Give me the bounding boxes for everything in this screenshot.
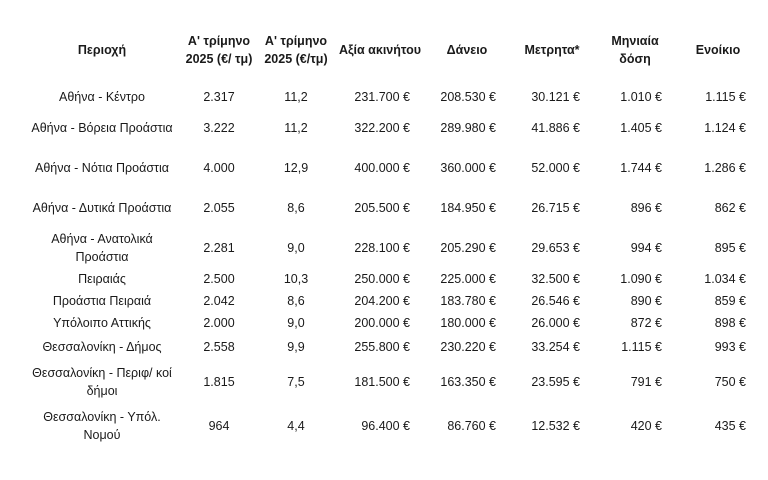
cell-region: Θεσσαλονίκη - Περιφ/ κοί δήμοι xyxy=(32,366,172,398)
header-cash: Μετρητα* xyxy=(524,43,580,57)
cell-loan: 205.290 € xyxy=(440,241,496,255)
cell-monthly: 420 € xyxy=(630,419,662,433)
table-row xyxy=(22,86,760,108)
cell-value: 200.000 € xyxy=(354,316,410,330)
table-row xyxy=(22,360,760,404)
cell-rent: 1.124 € xyxy=(704,121,746,135)
housing-cost-table xyxy=(22,14,760,448)
header-price-q1: Α' τρίμηνο 2025 (€/ τμ) xyxy=(185,34,253,66)
table-row xyxy=(22,108,760,148)
cell-price-q1: 964 xyxy=(208,419,230,433)
cell-value: 205.500 € xyxy=(354,201,410,215)
table-row xyxy=(22,188,760,228)
cell-loan: 289.980 € xyxy=(440,121,496,135)
cell-price-q1-b: 9,0 xyxy=(287,316,305,330)
cell-loan: 360.000 € xyxy=(440,161,496,175)
cell-rent: 859 € xyxy=(714,294,746,308)
cell-region: Θεσσαλονίκη - Υπόλ. Νομού xyxy=(43,410,161,442)
cell-price-q1-b: 11,2 xyxy=(284,90,308,104)
table-row xyxy=(22,312,760,334)
cell-region: Αθήνα - Βόρεια Προάστια xyxy=(31,121,173,135)
cell-value: 181.500 € xyxy=(354,375,410,389)
cell-monthly: 994 € xyxy=(630,241,662,255)
cell-price-q1: 4.000 xyxy=(203,161,235,175)
cell-price-q1-b: 9,9 xyxy=(287,340,305,354)
cell-region: Αθήνα - Δυτικά Προάστια xyxy=(32,201,172,215)
cell-monthly: 791 € xyxy=(630,375,662,389)
cell-cash: 26.715 € xyxy=(531,201,580,215)
cell-price-q1-b: 7,5 xyxy=(287,375,305,389)
table-row xyxy=(22,334,760,360)
cell-region: Αθήνα - Ανατολικά Προάστια xyxy=(51,232,153,264)
cell-price-q1: 2.042 xyxy=(203,294,235,308)
cell-region: Προάστια Πειραιά xyxy=(52,294,152,308)
cell-monthly: 1.115 € xyxy=(621,340,662,354)
cell-price-q1: 2.317 xyxy=(203,90,235,104)
cell-cash: 29.653 € xyxy=(531,241,580,255)
cell-region: Θεσσαλονίκη - Δήμος xyxy=(42,340,162,354)
cell-rent: 435 € xyxy=(714,419,746,433)
cell-cash: 41.886 € xyxy=(531,121,580,135)
cell-rent: 862 € xyxy=(714,201,746,215)
cell-price-q1: 2.281 xyxy=(203,241,235,255)
cell-price-q1: 2.000 xyxy=(203,316,235,330)
cell-value: 231.700 € xyxy=(354,90,410,104)
cell-price-q1: 2.055 xyxy=(203,201,235,215)
cell-cash: 32.500 € xyxy=(531,272,580,286)
cell-rent: 750 € xyxy=(714,375,746,389)
header-monthly-payment: Μηνιαία δόση xyxy=(611,34,659,66)
cell-cash: 12.532 € xyxy=(531,419,580,433)
cell-cash: 52.000 € xyxy=(531,161,580,175)
table-row xyxy=(22,268,760,290)
table-row xyxy=(22,148,760,188)
cell-price-q1-b: 8,6 xyxy=(287,201,305,215)
header-row xyxy=(22,14,760,86)
cell-loan: 183.780 € xyxy=(440,294,496,308)
cell-monthly: 1.744 € xyxy=(620,161,662,175)
cell-value: 228.100 € xyxy=(354,241,410,255)
cell-loan: 184.950 € xyxy=(440,201,496,215)
cell-region: Υπόλοιπο Αττικής xyxy=(53,316,151,330)
cell-loan: 86.760 € xyxy=(447,419,496,433)
cell-cash: 26.546 € xyxy=(531,294,580,308)
cell-value: 322.200 € xyxy=(354,121,410,135)
cell-loan: 208.530 € xyxy=(440,90,496,104)
cell-cash: 33.254 € xyxy=(531,340,580,354)
cell-rent: 895 € xyxy=(714,241,746,255)
cell-loan: 163.350 € xyxy=(440,375,496,389)
cell-price-q1-b: 4,4 xyxy=(287,419,305,433)
cell-price-q1: 3.222 xyxy=(203,121,235,135)
cell-price-q1-b: 8,6 xyxy=(287,294,305,308)
cell-rent: 1.115 € xyxy=(705,90,746,104)
header-price-q1-b: Α' τρίμηνο 2025 (€/τμ) xyxy=(264,34,328,66)
cell-price-q1-b: 9,0 xyxy=(287,241,305,255)
cell-loan: 180.000 € xyxy=(440,316,496,330)
header-property-value: Αξία ακινήτου xyxy=(338,43,422,57)
cell-monthly: 872 € xyxy=(630,316,662,330)
header-loan: Δάνειο xyxy=(446,43,488,57)
cell-price-q1: 2.500 xyxy=(203,272,235,286)
cell-rent: 1.286 € xyxy=(704,161,746,175)
cell-price-q1-b: 12,9 xyxy=(283,161,309,175)
table-row xyxy=(22,228,760,268)
cell-monthly: 1.090 € xyxy=(620,272,662,286)
cell-price-q1: 2.558 xyxy=(203,340,235,354)
cell-region: Αθήνα - Νότια Προάστια xyxy=(34,161,169,175)
cell-price-q1-b: 10,3 xyxy=(283,272,309,286)
header-rent: Ενοίκιο xyxy=(695,43,741,57)
cell-rent: 898 € xyxy=(714,316,746,330)
cell-cash: 23.595 € xyxy=(531,375,580,389)
cell-value: 255.800 € xyxy=(354,340,410,354)
cell-loan: 225.000 € xyxy=(440,272,496,286)
cell-monthly: 890 € xyxy=(630,294,662,308)
cell-cash: 26.000 € xyxy=(531,316,580,330)
cell-price-q1: 1.815 xyxy=(203,375,235,389)
table-row xyxy=(22,404,760,448)
cell-region: Πειραιάς xyxy=(78,272,126,286)
header-region: Περιοχή xyxy=(77,43,127,57)
cell-value: 96.400 € xyxy=(361,419,410,433)
cell-rent: 993 € xyxy=(714,340,746,354)
cell-value: 400.000 € xyxy=(354,161,410,175)
cell-loan: 230.220 € xyxy=(440,340,496,354)
cell-rent: 1.034 € xyxy=(704,272,746,286)
cell-monthly: 896 € xyxy=(630,201,662,215)
cell-cash: 30.121 € xyxy=(531,90,580,104)
table-row xyxy=(22,290,760,312)
cell-price-q1-b: 11,2 xyxy=(284,121,308,135)
cell-value: 250.000 € xyxy=(354,272,410,286)
cell-monthly: 1.010 € xyxy=(620,90,662,104)
cell-region: Αθήνα - Κέντρο xyxy=(59,90,145,104)
cell-monthly: 1.405 € xyxy=(620,121,662,135)
cell-value: 204.200 € xyxy=(354,294,410,308)
